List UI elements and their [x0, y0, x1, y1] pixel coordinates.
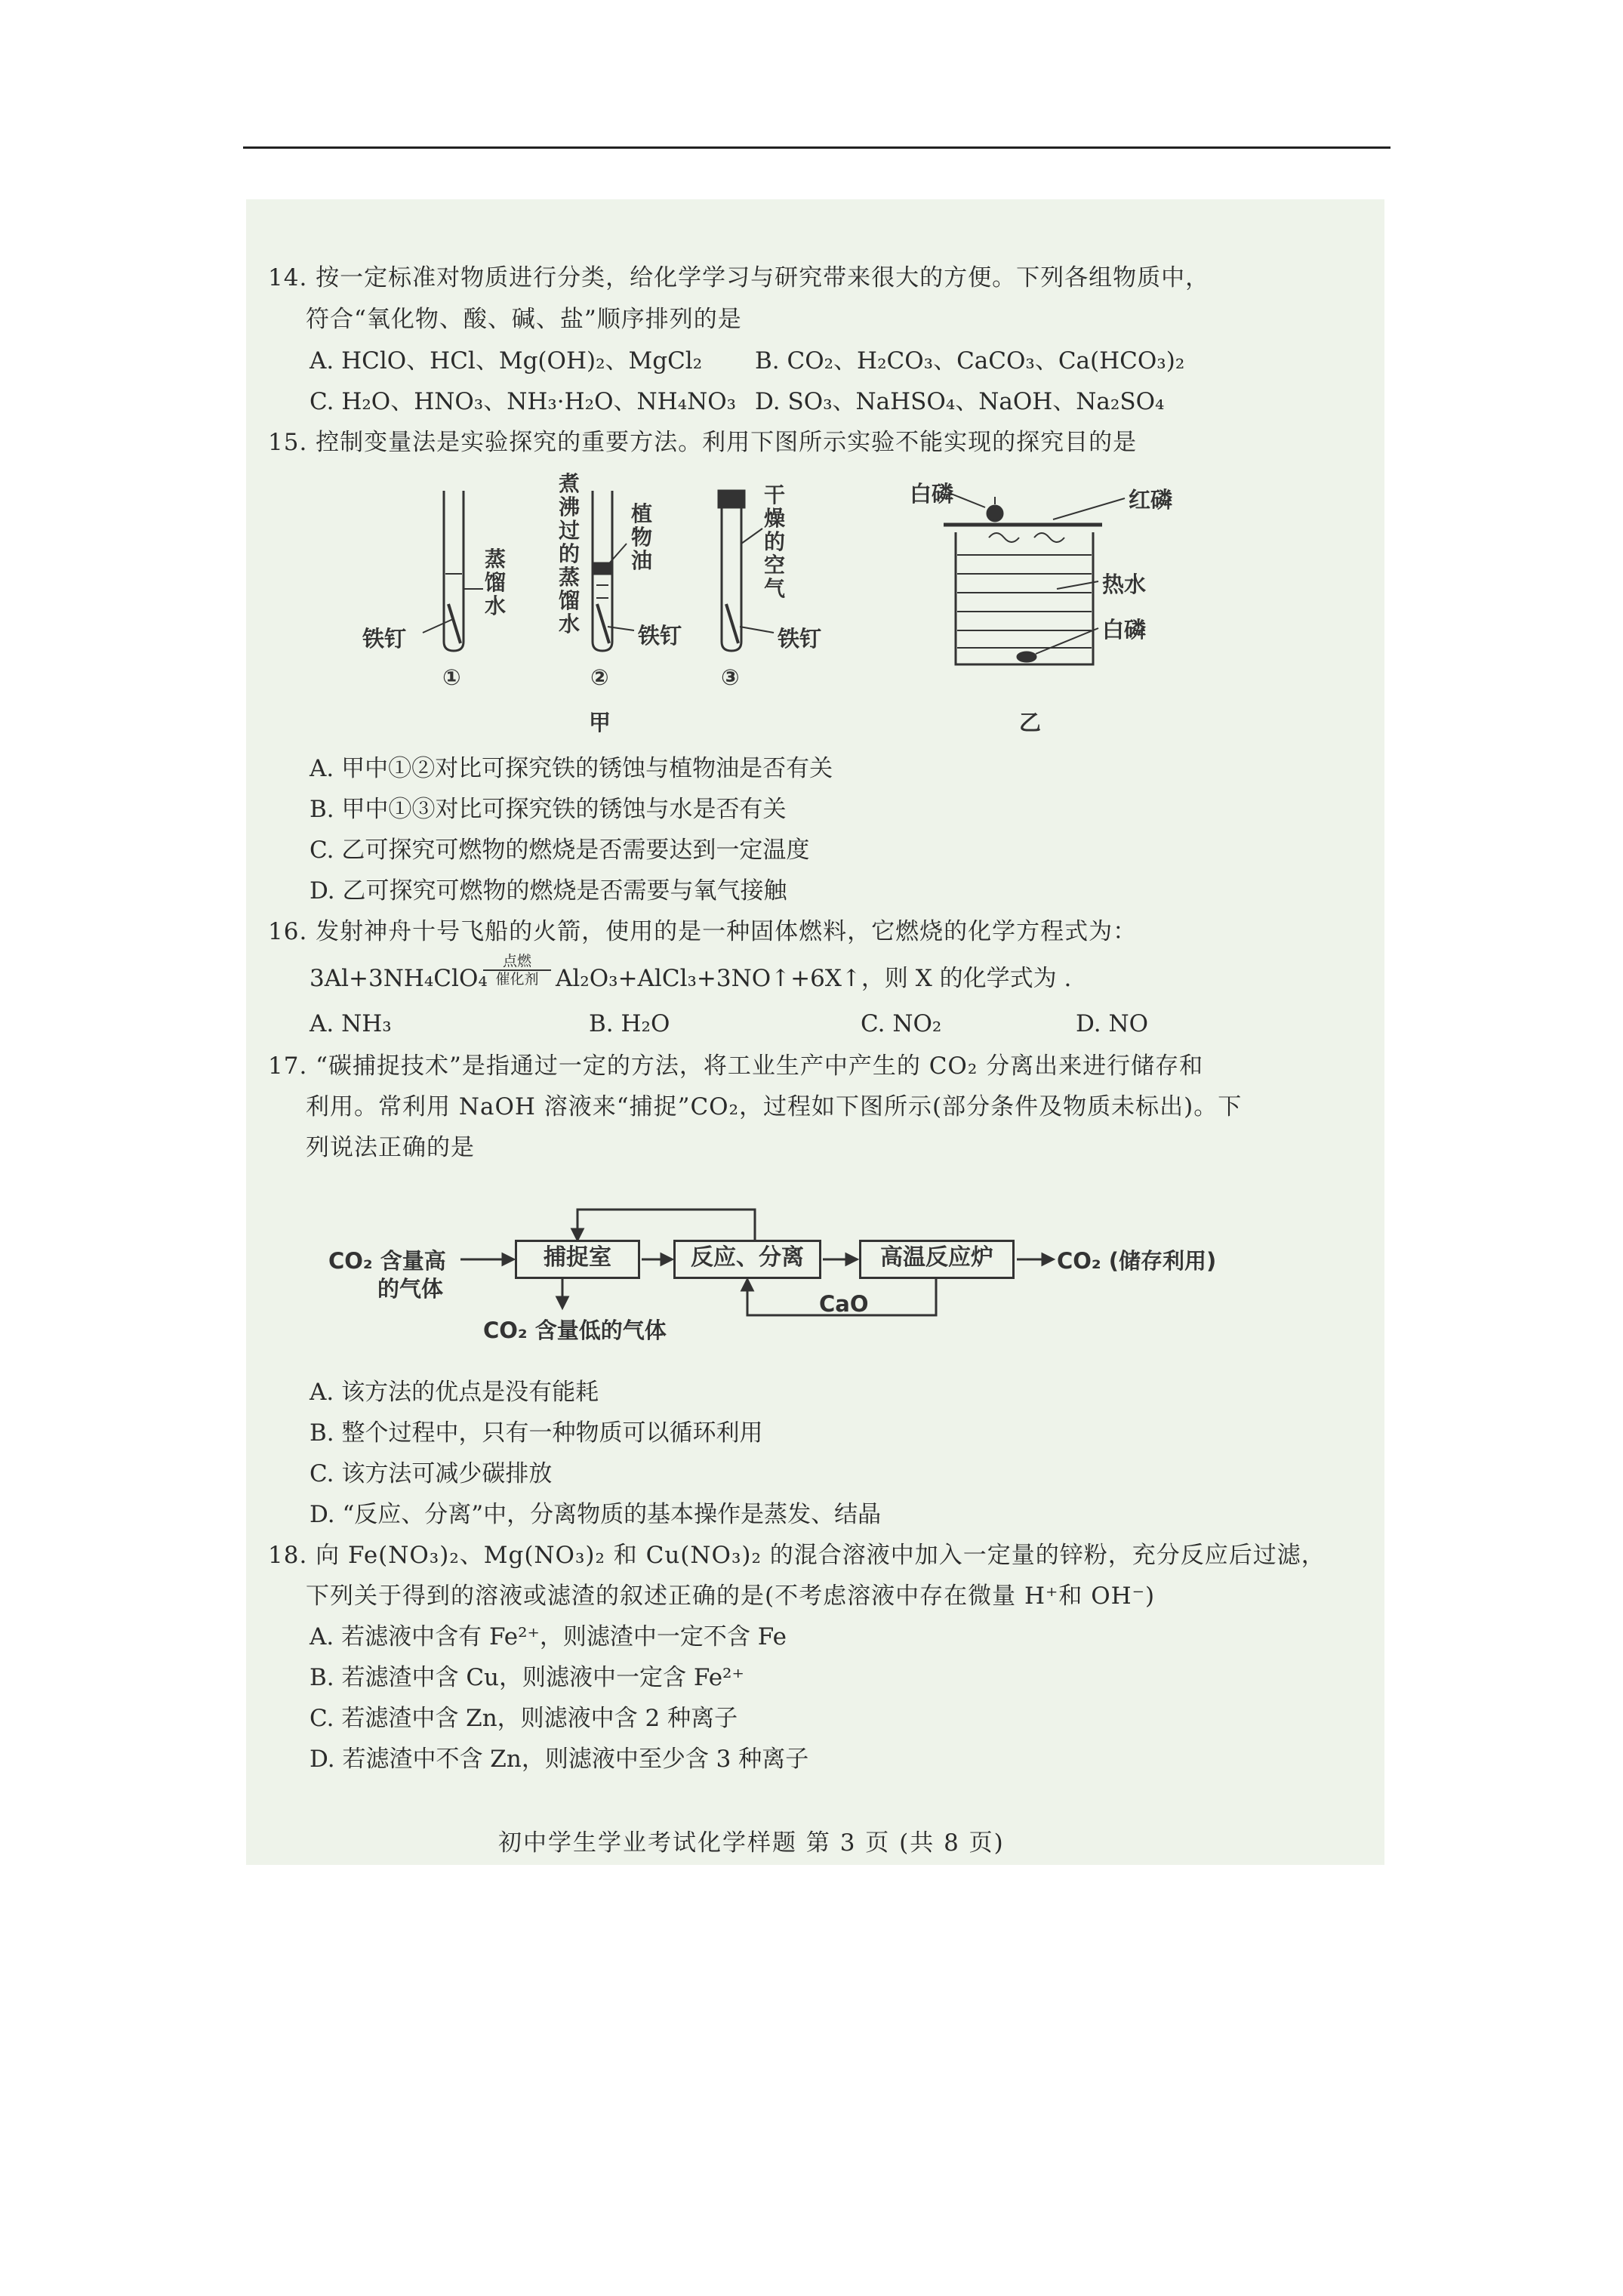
q16-condition-top: 点燃	[502, 953, 531, 969]
tube1-nail-label: 铁钉	[362, 626, 407, 652]
q16-equation-right: Al₂O₃+AlCl₃+3NO↑+6X↑，则 X 的化学式为 .	[556, 965, 1072, 992]
tube1-water-label: 蒸馏水	[484, 547, 506, 618]
flow-input-line2: 的气体	[377, 1276, 444, 1302]
beaker-hot-water-label: 热水	[1102, 572, 1147, 597]
tube2-boiled-water-label: 煮沸过的蒸馏水	[558, 471, 580, 636]
q16-stem: 16. 发射神舟十号飞船的火箭，使用的是一种固体燃料，它燃烧的化学方程式为：	[268, 918, 1138, 945]
q18-option-c: C. 若滤渣中含 Zn，则滤液中含 2 种离子	[310, 1705, 738, 1732]
q15-option-b: B. 甲中①③对比可探究铁的锈蚀与水是否有关	[310, 796, 787, 823]
q17-stem-line3: 列说法正确的是	[306, 1134, 475, 1161]
q18-option-d: D. 若滤渣中不含 Zn，则滤液中至少含 3 种离子	[310, 1746, 809, 1773]
q17-stem-line2: 利用。常利用 NaOH 溶液来“捕捉”CO₂，过程如下图所示(部分条件及物质未标出)。下	[306, 1093, 1243, 1120]
flow-box-high-temp-furnace: 高温反应炉	[859, 1240, 1015, 1279]
q16-equation-left: 3Al+3NH₄ClO₄	[310, 965, 488, 992]
q17-option-d: D. “反应、分离”中，分离物质的基本操作是蒸发、结晶	[310, 1501, 882, 1528]
q16-condition-bottom: 催化剂	[483, 969, 551, 988]
tube2-nail-label: 铁钉	[638, 623, 682, 649]
q16-option-d: D. NO	[1076, 1010, 1148, 1037]
q17-option-b: B. 整个过程中，只有一种物质可以循环利用	[310, 1419, 763, 1447]
q16-option-b: B. H₂O	[589, 1010, 670, 1037]
beaker-white-phosphorus-bottom-label: 白磷	[1102, 617, 1147, 643]
tube1-number: ①	[442, 664, 461, 690]
q14-option-d: D. SO₃、NaHSO₄、NaOH、Na₂SO₄	[755, 388, 1165, 415]
tube3-number: ③	[721, 664, 740, 690]
flow-box-capture-room: 捕捉室	[515, 1240, 640, 1279]
q14-option-a: A. HClO、HCl、Mg(OH)₂、MgCl₂	[310, 347, 703, 374]
q15-option-d: D. 乙可探究可燃物的燃烧是否需要与氧气接触	[310, 877, 787, 905]
q15-stem: 15. 控制变量法是实验探究的重要方法。利用下图所示实验不能实现的探究目的是	[268, 429, 1138, 456]
beaker-apparatus	[944, 492, 1125, 664]
group-jia-label: 甲	[589, 710, 611, 735]
page-footer: 初中学生学业考试化学样题 第 3 页 (共 8 页)	[498, 1829, 1005, 1857]
q16-option-a: A. NH₃	[310, 1010, 392, 1037]
flow-low-co2-gas-label: CO₂ 含量低的气体	[483, 1318, 667, 1343]
tube2-oil-label: 植物油	[630, 501, 652, 573]
q17-option-c: C. 该方法可减少碳排放	[310, 1460, 553, 1487]
beaker-white-phosphorus-top-label: 白磷	[910, 481, 954, 507]
tube3-nail-label: 铁钉	[778, 626, 822, 652]
q16-option-c: C. NO₂	[861, 1010, 942, 1037]
tube2-number: ②	[590, 664, 609, 690]
q15-option-a: A. 甲中①②对比可探究铁的锈蚀与植物油是否有关	[310, 755, 833, 782]
q18-stem-line1: 18. 向 Fe(NO₃)₂、Mg(NO₃)₂ 和 Cu(NO₃)₂ 的混合溶液中加入一定量的锌粉，充分反应后过滤，	[268, 1542, 1326, 1569]
flow-box-reaction-separation: 反应、分离	[673, 1240, 821, 1279]
q14-stem-line1: 14. 按一定标准对物质进行分类，给化学学习与研究带来很大的方便。下列各组物质中，	[268, 264, 1210, 291]
flow-recycle-cao-label: CaO	[819, 1291, 869, 1317]
q18-option-a: A. 若滤液中含有 Fe²⁺，则滤渣中一定不含 Fe	[310, 1623, 787, 1650]
q16-equation-condition	[483, 953, 551, 988]
q14-stem-line2: 符合“氧化物、酸、碱、盐”顺序排列的是	[306, 306, 742, 333]
q18-stem-line2: 下列关于得到的溶液或滤渣的叙述正确的是(不考虑溶液中存在微量 H⁺和 OH⁻)	[306, 1583, 1156, 1610]
q17-option-a: A. 该方法的优点是没有能耗	[310, 1379, 599, 1406]
beaker-red-phosphorus-label: 红磷	[1129, 487, 1173, 513]
q14-option-b: B. CO₂、H₂CO₃、CaCO₃、Ca(HCO₃)₂	[755, 347, 1185, 374]
flow-input-line1: CO₂ 含量高	[328, 1248, 446, 1274]
tube3-dry-air-label: 干燥的空气	[763, 482, 785, 601]
q17-stem-line1: 17. “碳捕捉技术”是指通过一定的方法，将工业生产中产生的 CO₂ 分离出来进行储存和	[268, 1052, 1204, 1080]
group-yi-label: 乙	[1019, 710, 1042, 735]
test-tube-1	[444, 491, 463, 651]
q14-option-c: C. H₂O、HNO₃、NH₃·H₂O、NH₄NO₃	[310, 388, 737, 415]
q18-option-b: B. 若滤渣中含 Cu，则滤液中一定含 Fe²⁺	[310, 1664, 744, 1691]
flow-output-label: CO₂ (储存利用)	[1057, 1248, 1217, 1274]
q15-option-c: C. 乙可探究可燃物的燃烧是否需要达到一定温度	[310, 837, 810, 864]
